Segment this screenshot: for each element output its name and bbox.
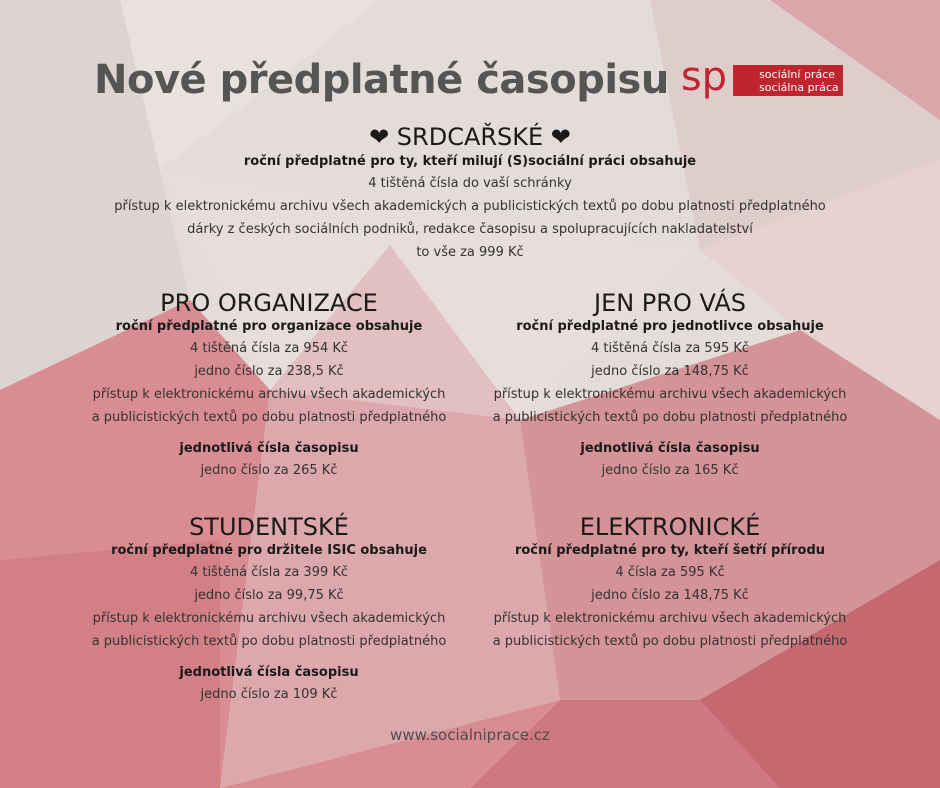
section-line: přístup k elektronickému archivu všech akademických [92,387,446,402]
section-pro-organizace [60,289,478,482]
section-subheading: roční předplatné pro ty, kteří milují (S)sociální práci obsahuje [243,154,697,169]
section-studentske [60,513,478,706]
section-line: 4 tištěná čísla za 595 Kč [590,341,750,356]
section-line: přístup k elektronickému archivu všech akademických a publicistických textů po dobu platnosti předplatného [114,199,826,214]
section-line: 4 tištěná čísla do vaší schránky [368,176,572,191]
section-line: a publicistických textů po dobu platnosti předplatného [492,410,848,425]
logo-line-1: sociální práce [759,67,836,81]
section-heading: ELEKTRONICKÉ [579,513,761,541]
section-line: a publicistických textů po dobu platnosti předplatného [91,410,447,425]
single-issues-heading: jednotlivá čísla časopisu [179,441,359,456]
section-subheading: roční předplatné pro ty, kteří šetří přírodu [514,543,826,558]
header [94,52,843,108]
single-issue-price: jedno číslo za 109 Kč [200,687,338,702]
section-line: a publicistických textů po dobu platnosti předplatného [492,634,848,649]
section-subheading: roční předplatné pro jednotlivce obsahuje [516,319,824,334]
section-line: přístup k elektronickému archivu všech akademických [493,387,847,402]
section-subheading: roční předplatné pro držitele ISIC obsahuje [111,543,427,558]
section-srdcarske [0,122,940,264]
single-issue-price: jedno číslo za 265 Kč [200,463,338,478]
section-heading: PRO ORGANIZACE [160,289,378,317]
section-line: jedno číslo za 99,75 Kč [194,588,344,603]
single-issues-heading: jednotlivá čísla časopisu [179,665,359,680]
section-heading: ❤ SRDCAŘSKÉ ❤ [369,123,571,151]
section-line: 4 tištěná čísla za 399 Kč [189,565,349,580]
section-heading: JEN PRO VÁS [593,289,747,317]
logo-line-2: sociálna práca [759,80,839,94]
section-line: jedno číslo za 238,5 Kč [194,364,344,379]
section-line: jedno číslo za 148,75 Kč [591,588,749,603]
section-line: 4 tištěná čísla za 954 Kč [189,341,349,356]
section-line: a publicistických textů po dobu platnosti předplatného [91,634,447,649]
single-issues-heading: jednotlivá čísla časopisu [580,441,760,456]
logo-text-box [733,65,843,96]
section-line: dárky z českých sociálních podniků, redakce časopisu a spolupracujících nakladatelství [187,222,753,237]
section-subheading: roční předplatné pro organizace obsahuje [115,319,423,334]
section-heading: STUDENTSKÉ [189,513,349,541]
website-url: www.socialniprace.cz [390,726,550,744]
journal-logo [680,54,843,100]
section-line: 4 čísla za 595 Kč [615,565,725,580]
section-line: to vše za 999 Kč [416,245,524,260]
page-title: Nové předplatné časopisu [94,57,669,103]
logo-mark: sp [680,54,728,100]
section-line: přístup k elektronickému archivu všech akademických [92,611,446,626]
section-jen-pro-vas [462,289,878,482]
single-issue-price: jedno číslo za 165 Kč [601,463,739,478]
section-elektronicke [462,513,878,653]
section-line: jedno číslo za 148,75 Kč [591,364,749,379]
section-line: přístup k elektronickému archivu všech akademických [493,611,847,626]
